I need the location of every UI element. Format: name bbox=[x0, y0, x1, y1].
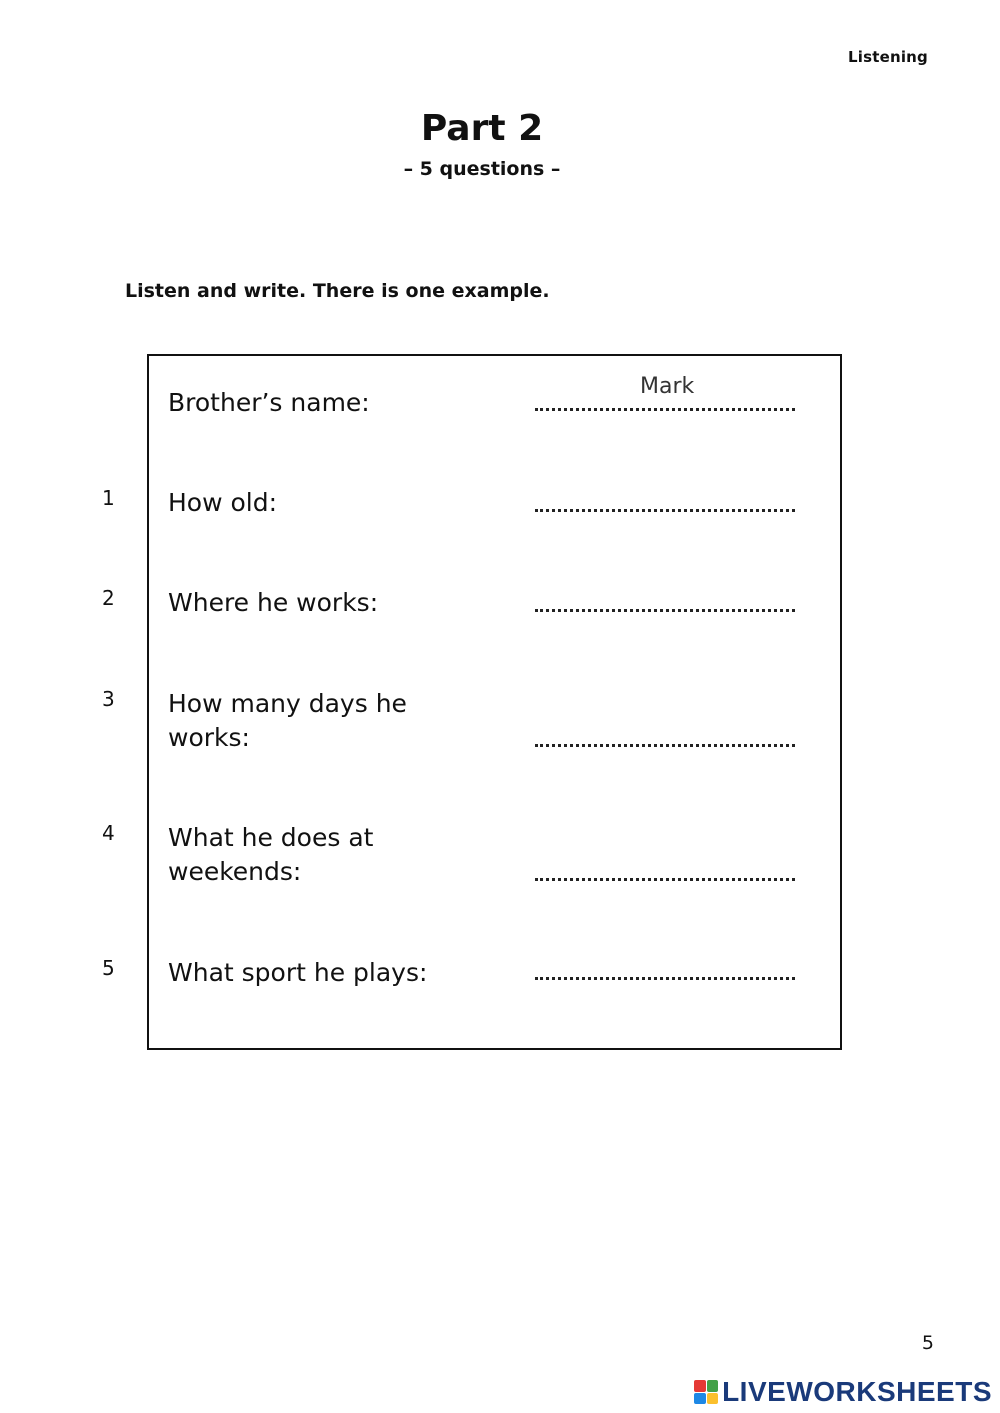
question-number: 1 bbox=[102, 486, 115, 510]
liveworksheets-logo-icon bbox=[694, 1380, 718, 1404]
logo-square bbox=[707, 1380, 719, 1392]
page-number: 5 bbox=[921, 1332, 934, 1354]
brand-name: LIVEWORKSHEETS bbox=[722, 1376, 992, 1407]
instruction-text: Listen and write. There is one example. bbox=[125, 280, 550, 302]
answer-input-4[interactable] bbox=[535, 878, 795, 881]
brand-logo[interactable] bbox=[694, 1376, 992, 1408]
question-row-2 bbox=[0, 586, 1000, 666]
question-number: 2 bbox=[102, 586, 115, 610]
answer-input-2[interactable] bbox=[535, 609, 795, 612]
part-subtitle: – 5 questions – bbox=[403, 158, 561, 180]
question-row-1 bbox=[0, 486, 1000, 566]
question-label: How old: bbox=[168, 488, 278, 517]
answer-input-1[interactable] bbox=[535, 509, 795, 512]
logo-square bbox=[694, 1380, 706, 1392]
example-answer: Mark bbox=[640, 374, 695, 399]
section-label: Listening bbox=[847, 48, 928, 66]
question-row-5 bbox=[0, 956, 1000, 1036]
question-number: 5 bbox=[102, 956, 115, 980]
answer-input-3[interactable] bbox=[535, 744, 795, 747]
logo-square bbox=[707, 1393, 719, 1405]
example-answer-line bbox=[535, 408, 795, 411]
question-label: Where he works: bbox=[168, 588, 379, 617]
question-label: What he does at weekends: bbox=[168, 823, 374, 886]
example-row bbox=[0, 386, 1000, 466]
question-label: What sport he plays: bbox=[168, 958, 428, 987]
question-label: How many days he works: bbox=[168, 689, 407, 752]
answer-input-5[interactable] bbox=[535, 977, 795, 980]
logo-square bbox=[694, 1393, 706, 1405]
question-row-3 bbox=[0, 687, 1000, 767]
part-title: Part 2 bbox=[420, 108, 544, 149]
example-label: Brother’s name: bbox=[168, 388, 370, 417]
question-number: 3 bbox=[102, 687, 115, 711]
question-row-4 bbox=[0, 821, 1000, 901]
question-number: 4 bbox=[102, 821, 115, 845]
